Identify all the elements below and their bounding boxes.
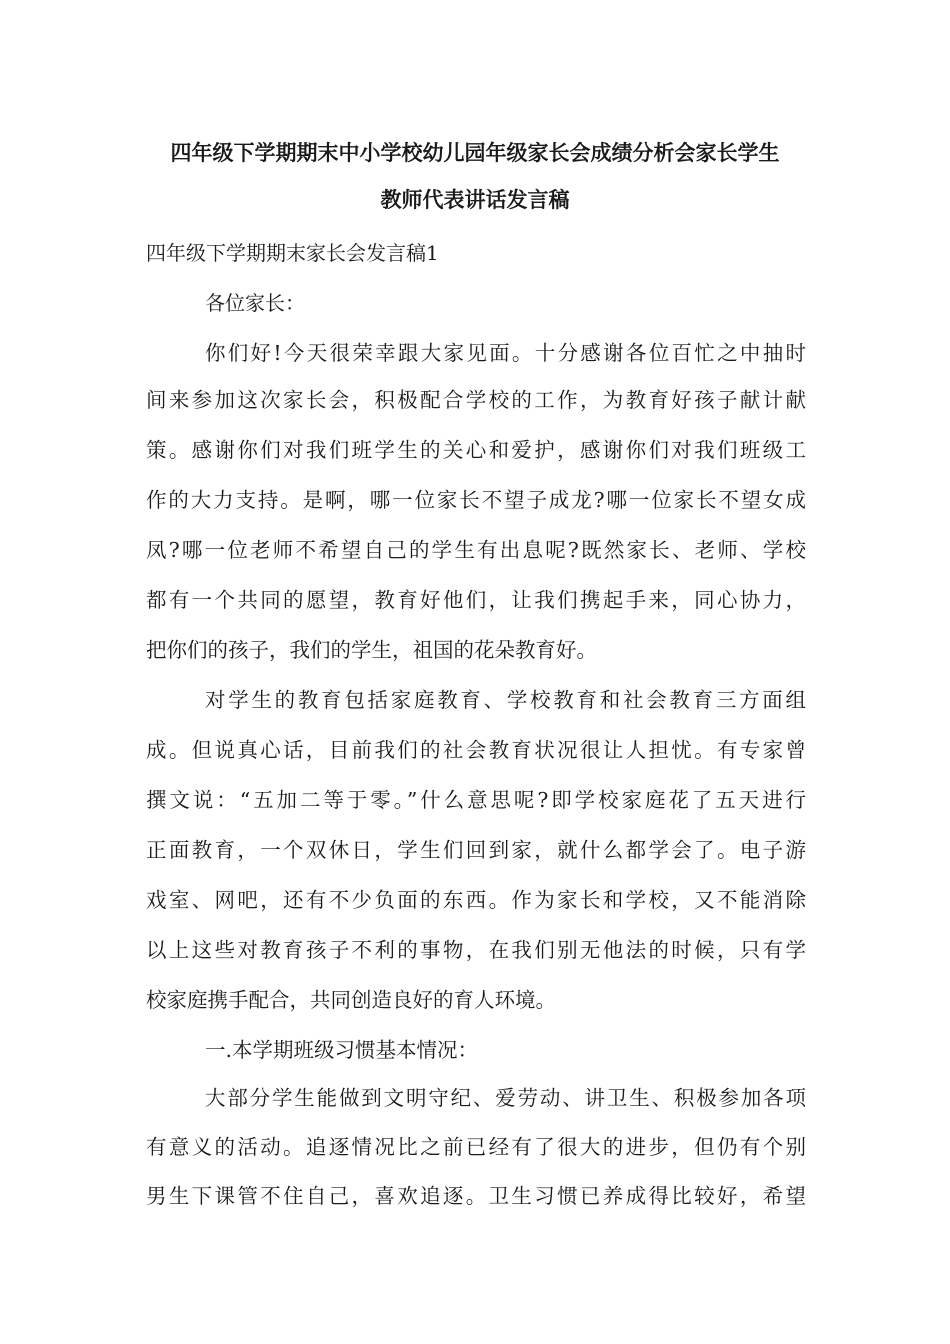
paragraph-3-line-2: 有意义的活动。追逐情况比之前已经有了很大的进步，但仍有个别 [146,1135,806,1159]
paragraph-2-line-5: 戏室、网吧，还有不少负面的东西。作为家长和学校，又不能消除 [146,888,806,912]
paragraph-1-line-5: 凤?哪一位老师不希望自己的学生有出息呢?既然家长、老师、学校 [146,538,806,562]
paragraph-2-line-4: 正面教育，一个双休日，学生们回到家，就什么都学会了。电子游 [146,838,806,862]
document-title-line-1: 四年级下学期期末中小学校幼儿园年级家长会成绩分析会家长学生 [170,141,780,165]
paragraph-3-line-1: 大部分学生能做到文明守纪、爱劳动、讲卫生、积极参加各项 [205,1086,806,1110]
paragraph-3-line-3: 男生下课管不住自己，喜欢追逐。卫生习惯已养成得比较好，希望 [146,1184,806,1208]
paragraph-2-line-1: 对学生的教育包括家庭教育、学校教育和社会教育三方面组 [205,688,806,712]
paragraph-1-line-4: 作的大力支持。是啊，哪一位家长不望子成龙?哪一位家长不望女成 [146,488,806,512]
paragraph-1-line-6: 都有一个共同的愿望，教育好他们，让我们携起手来，同心协力， [146,588,806,612]
paragraph-2-line-7: 校家庭携手配合，共同创造良好的育人环境。 [146,988,556,1012]
paragraph-1-line-1: 你们好!今天很荣幸跟大家见面。十分感谢各位百忙之中抽时 [205,341,806,365]
salutation: 各位家长： [205,291,305,315]
paragraph-1-line-2: 间来参加这次家长会，积极配合学校的工作，为教育好孩子献计献 [146,388,806,412]
paragraph-2-line-3: 撰文说：“五加二等于零。”什么意思呢?即学校家庭花了五天进行 [146,788,806,812]
document-title-line-2: 教师代表讲话发言稿 [380,188,570,212]
section-heading-1: 一.本学期班级习惯基本情况： [205,1038,479,1062]
speech-heading: 四年级下学期期末家长会发言稿1 [146,241,439,265]
paragraph-2-line-2: 成。但说真心话，目前我们的社会教育状况很让人担忧。有专家曾 [146,738,806,762]
paragraph-1-line-7: 把你们的孩子，我们的学生，祖国的花朵教育好。 [146,638,597,662]
paragraph-2-line-6: 以上这些对教育孩子不利的事物，在我们别无他法的时候，只有学 [146,938,806,962]
paragraph-1-line-3: 策。感谢你们对我们班学生的关心和爱护，感谢你们对我们班级工 [146,438,806,462]
